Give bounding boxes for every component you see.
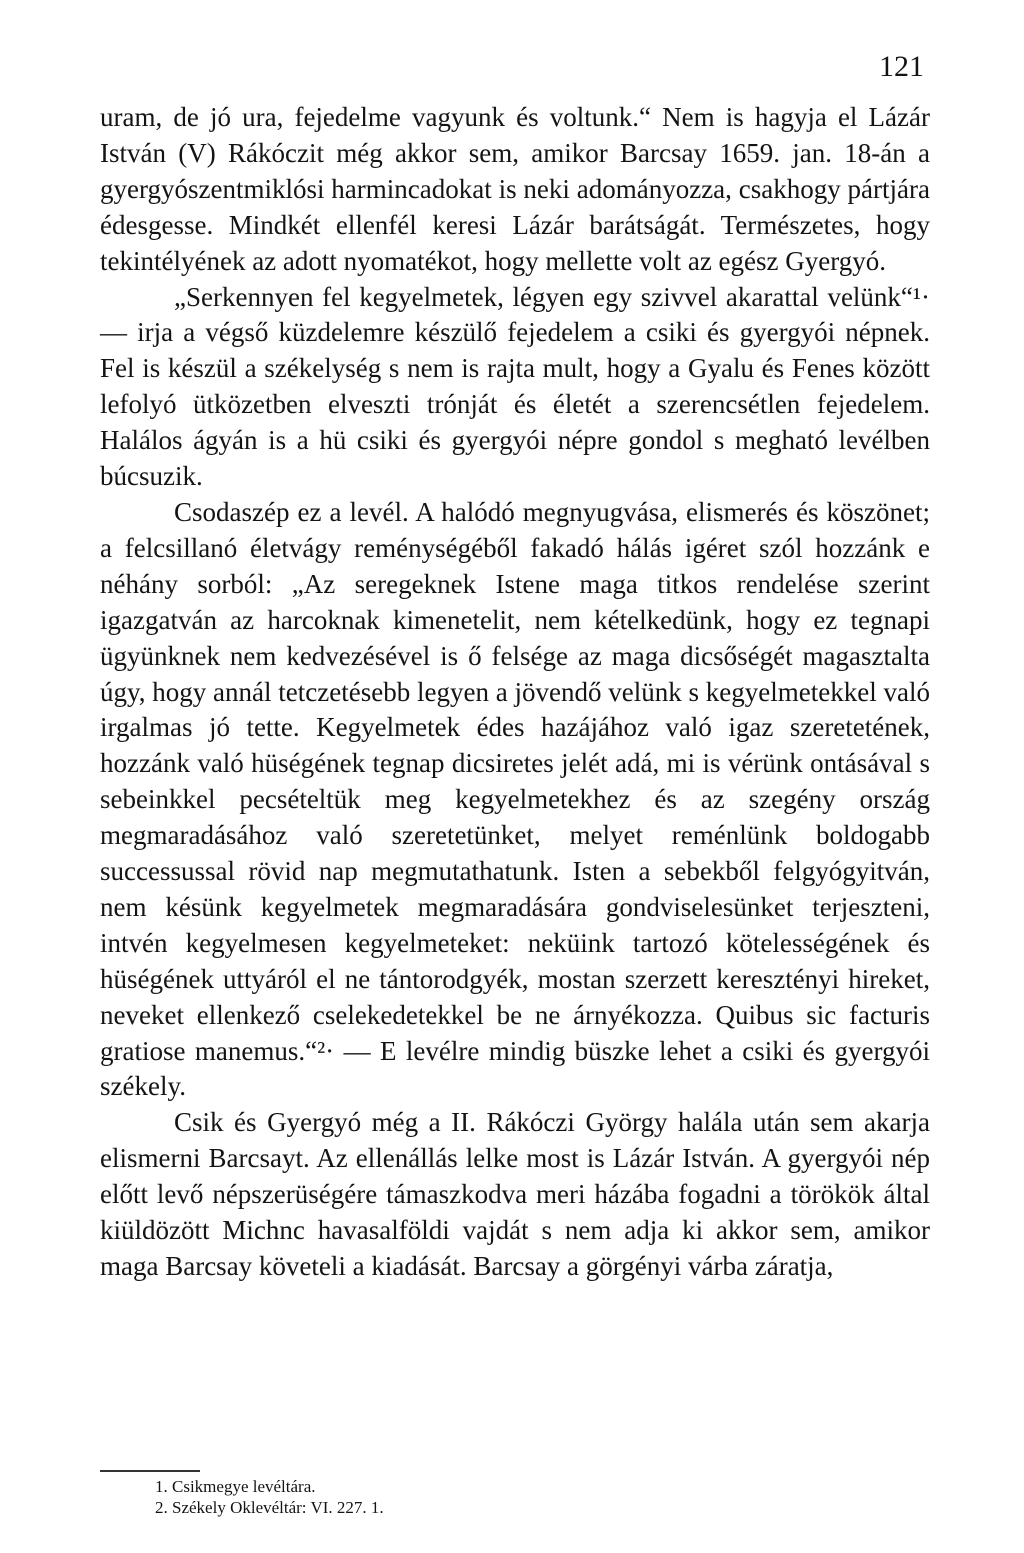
page-number: 121 — [879, 50, 924, 83]
footnote: 1. Csikmegye levéltára. — [155, 1477, 316, 1496]
paragraph: Csik és Gyergyó még a II. Rákóczi György halála után sem akarja elismerni Barcsayt. Az ellenállás lelke most is Lázár István. A gyergyói nép előtt levő népszerüségére támaszkodva meri házába fogadni a törökök által kiüldözött Michnc havasalföldi vajdát s nem adja ki akkor sem, amikor maga Barcsay követeli a kiadását. Barcsay a görgényi várba záratja, — [100, 1107, 930, 1281]
footnotes — [155, 1476, 384, 1518]
paragraph: Csodaszép ez a levél. A halódó megnyugvása, elismerés és köszönet; a felcsillanó életvágy reménységéből fakadó hálás igéret szól hozzánk e néhány sorból: „Az seregeknek Istene maga titkos rendelése szerint igazgatván az harcoknak kimenetelit, nem kételkedünk, hogy ez tegnapi ügyünknek nem kedvezésével is ő felsége az maga dicsőségét magasztalta úgy, hogy annál tetczetésebb legyen a jövendő velünk s kegyelmetekkel való irgalmas jó tette. Kegyelmetek édes hazájához való igaz szeretetének, hozzánk való hüségének tegnap dicsiretes jelét adá, mi is vérünk ontásával s sebeinkkel pecsételtük meg kegyelmetekhez és az szegény ország megmaradásához való szeretetünket, melyet reménlünk boldogabb successussal rövid nap megmutathatunk. Isten a sebekből felgyógyitván, nem késünk kegyelmetek megmaradására gondviselesünket terjeszteni, intvén kegyelmesen kegyelmeteket: neküink tartozó kötelességének és hüségének uttyáról el ne tántorodgyék, mostan szerzett keresztényi hireket, neveket ellenkező cselekedetekkel be ne árnyékozza. Quibus sic facturis gratiose manemus.“²· — E levélre mindig büszke lehet a csiki és gyergyói székely. — [100, 496, 930, 1102]
footnote-divider — [100, 1470, 200, 1472]
footnote: 2. Székely Oklevéltár: VI. 227. 1. — [155, 1498, 384, 1517]
paragraph: uram, de jó ura, fejedelme vagyunk és voltunk.“ Nem is hagyja el Lázár István (V) Rákóczit még akkor sem, amikor Barcsay 1659. jan. 18-án a gyergyószentmiklósi harmincadokat is neki adományozza, csakhogy pártjára édesgesse. Mindkét ellenfél keresi Lázár barátságát. Természetes, hogy tekintélyének az adott nyomatékot, hogy mellette volt az egész Gyergyó. — [100, 102, 930, 276]
paragraph: „Serkennyen fel kegyelmetek, légyen egy szivvel akarattal velünk“¹· — irja a végső küzdelemre készülő fejedelem a csiki és gyergyói népnek. Fel is készül a székelység s nem is rajta mult, hogy a Gyalu és Fenes között lefolyó ütközetben elveszti trónját és életét a szerencsétlen fejedelem. Halálos ágyán is a hü csiki és gyergyói népre gondol s megható levélben búcsuzik. — [100, 281, 930, 492]
body-text — [100, 100, 930, 1285]
